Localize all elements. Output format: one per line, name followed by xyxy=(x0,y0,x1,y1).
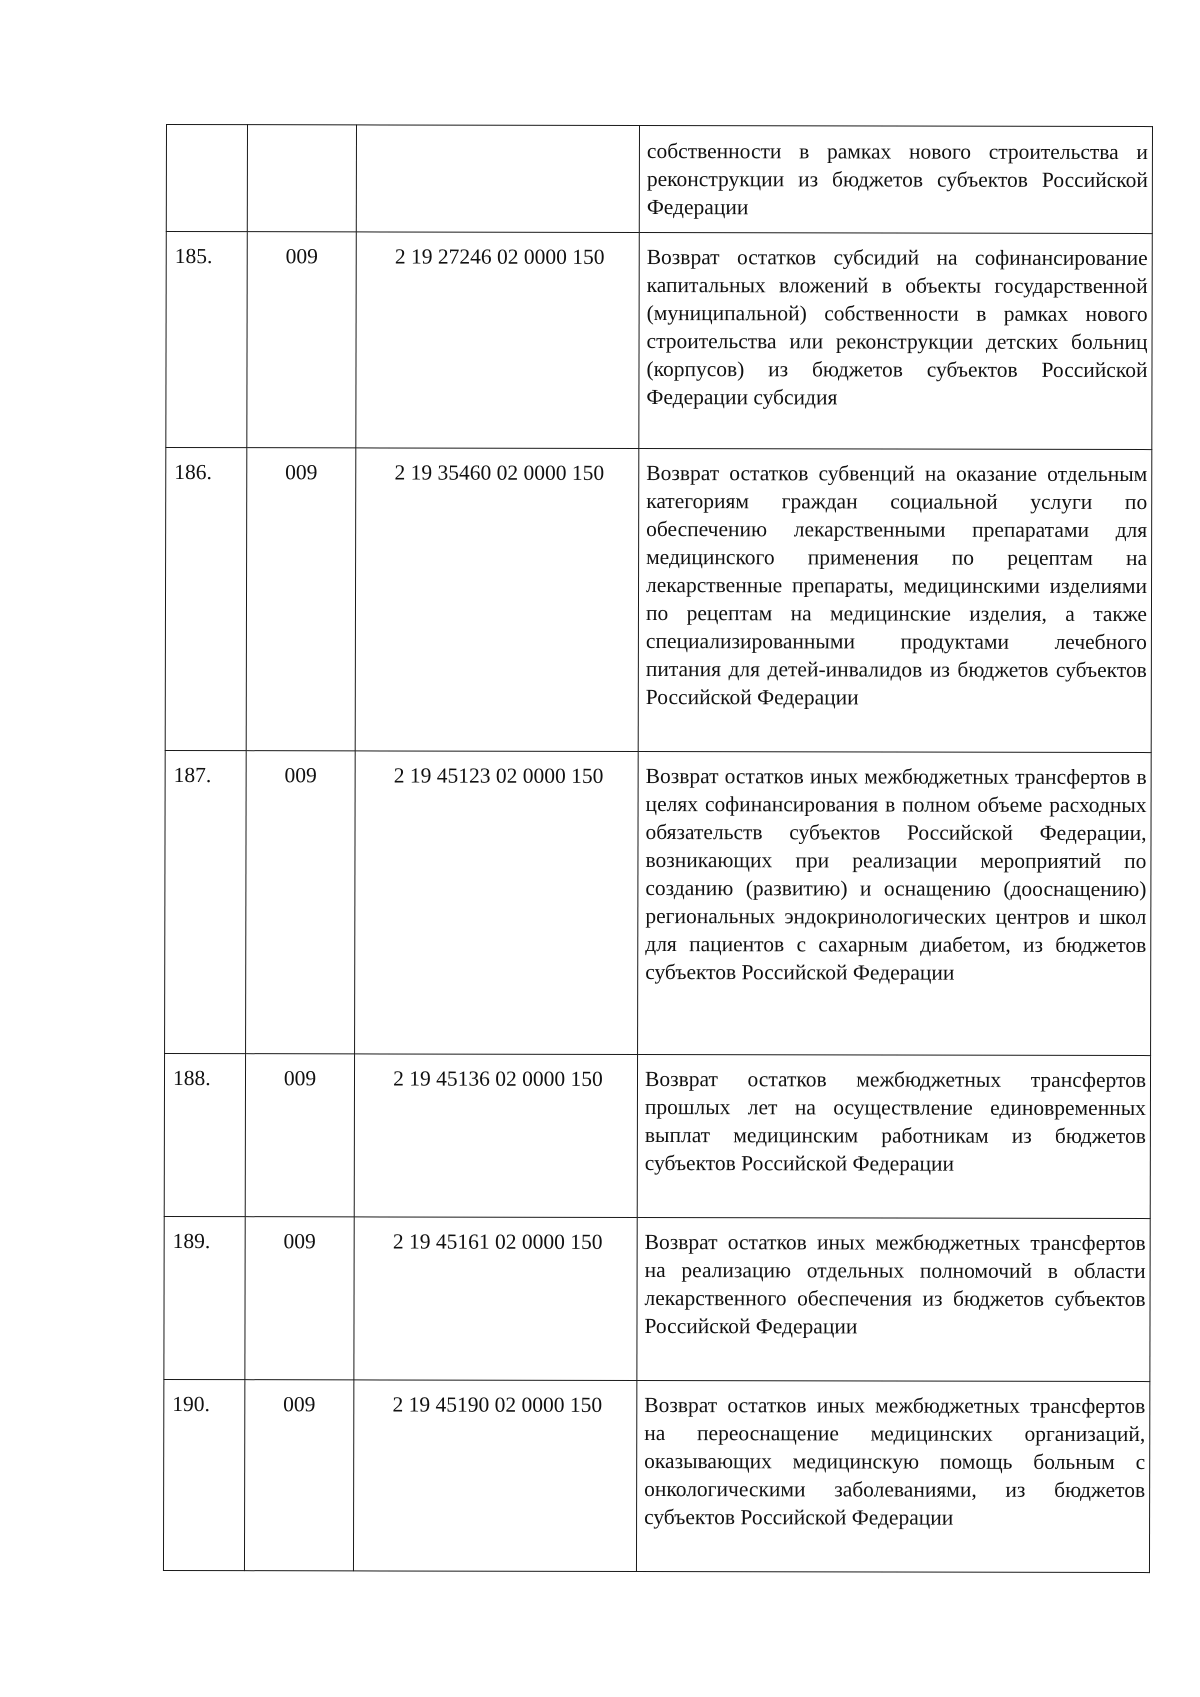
admin-code-cell xyxy=(246,448,356,751)
admin-code-cell xyxy=(245,1054,354,1217)
table-row xyxy=(164,1053,1150,1218)
table-row xyxy=(166,232,1152,450)
description-text: Возврат остатков субсидий на софинансирование капитальных вложений в объекты государственной (муниципальной) собственности в рамках нового строительства или реконструкции детских больниц (корпусов) из бюджетов субъектов Российской Федерации субсидия xyxy=(646,245,1148,410)
admin-code: 009 xyxy=(285,244,318,269)
table-row xyxy=(165,750,1152,1055)
budget-code-cell xyxy=(354,1054,637,1218)
row-number-cell xyxy=(165,448,247,751)
admin-code: 009 xyxy=(284,763,317,788)
admin-code-cell xyxy=(245,1217,354,1380)
description-cell xyxy=(637,1054,1150,1218)
row-number: 186. xyxy=(174,460,212,485)
admin-code-cell xyxy=(247,232,356,448)
description-text: Возврат остатков иных межбюджетных трансфертов в целях софинансирования в полном объеме расходных обязательств субъектов Российской Федерации, возникающих при реализации мероприятий по созданию (развитию) и оснащению (дооснащению) региональных эндокринологических центров и школ для пациентов с сахарным диабетом, из бюджетов субъектов Российской Федерации xyxy=(645,764,1147,985)
admin-code: 009 xyxy=(283,1229,316,1254)
budget-code-cell xyxy=(354,1217,637,1381)
description-cell xyxy=(639,125,1152,233)
description-cell xyxy=(637,1217,1150,1381)
row-number: 187. xyxy=(173,763,212,788)
row-number-cell xyxy=(165,750,247,1053)
description-text: Возврат остатков субвенций на оказание отдельным категориям граждан социальной услуги по обеспечению лекарственными препаратами для медицинского применения по рецептам на лекарственные препараты, медицинскими изделиями по рецептам на медицинские изделия, а также специализированными продуктами лечебного питания для детей-инвалидов из бюджетов субъектов Российской Федерации xyxy=(645,461,1148,710)
admin-code-cell xyxy=(247,125,356,232)
description-text: Возврат остатков межбюджетных трансфертов прошлых лет на осуществление единовременных выплат медицинским работникам из бюджетов субъектов Российской Федерации xyxy=(644,1067,1147,1176)
description-cell xyxy=(638,448,1152,752)
description-text: собственности в рамках нового строительства и реконструкции из бюджетов субъектов Российской Федерации xyxy=(646,139,1148,220)
budget-code: 2 19 45136 02 0000 150 xyxy=(393,1066,603,1091)
budget-code-cell xyxy=(356,232,639,449)
table-row xyxy=(165,448,1152,753)
admin-code-cell xyxy=(246,751,356,1054)
budget-code: 2 19 27246 02 0000 150 xyxy=(394,244,605,269)
row-number xyxy=(167,125,247,143)
budget-code: 2 19 45161 02 0000 150 xyxy=(392,1229,603,1254)
budget-code-cell xyxy=(355,751,639,1055)
row-number: 185. xyxy=(174,244,213,269)
row-number-cell xyxy=(163,1379,244,1570)
description-cell xyxy=(636,1380,1149,1572)
admin-code: 009 xyxy=(283,1066,317,1091)
row-number-cell xyxy=(166,232,247,448)
table-row-continuation xyxy=(166,125,1152,234)
budget-code-cell xyxy=(353,1380,636,1572)
description-cell xyxy=(639,232,1152,449)
budget-codes-table xyxy=(163,124,1153,1573)
admin-code xyxy=(248,125,356,143)
description-text: Возврат остатков иных межбюджетных трансфертов на переоснащение медицинских организаций, оказывающих медицинскую помощь больным с онкологическими заболеваниями, из бюджетов субъектов Российской Федерации xyxy=(644,1393,1146,1530)
budget-code: 2 19 35460 02 0000 150 xyxy=(394,460,605,485)
admin-code: 009 xyxy=(283,1392,316,1417)
budget-code-cell xyxy=(355,448,639,752)
table-row xyxy=(164,1216,1150,1381)
description-text: Возврат остатков иных межбюджетных трансфертов на реализацию отдельных полномочий в области лекарственного обеспечения из бюджетов субъектов Российской Федерации xyxy=(644,1230,1146,1339)
row-number: 188. xyxy=(172,1066,211,1091)
budget-code: 2 19 45123 02 0000 150 xyxy=(393,763,604,788)
row-number-cell xyxy=(164,1053,245,1216)
admin-code: 009 xyxy=(285,460,318,485)
table-row xyxy=(163,1379,1149,1572)
budget-code-cell xyxy=(356,125,639,233)
admin-code-cell xyxy=(244,1380,353,1571)
budget-code: 2 19 45190 02 0000 150 xyxy=(392,1392,603,1417)
budget-code xyxy=(357,125,639,144)
description-cell xyxy=(638,751,1152,1055)
row-number: 189. xyxy=(172,1229,211,1254)
row-number: 190. xyxy=(172,1392,210,1417)
row-number-cell xyxy=(164,1216,245,1379)
row-number-cell xyxy=(166,125,247,232)
